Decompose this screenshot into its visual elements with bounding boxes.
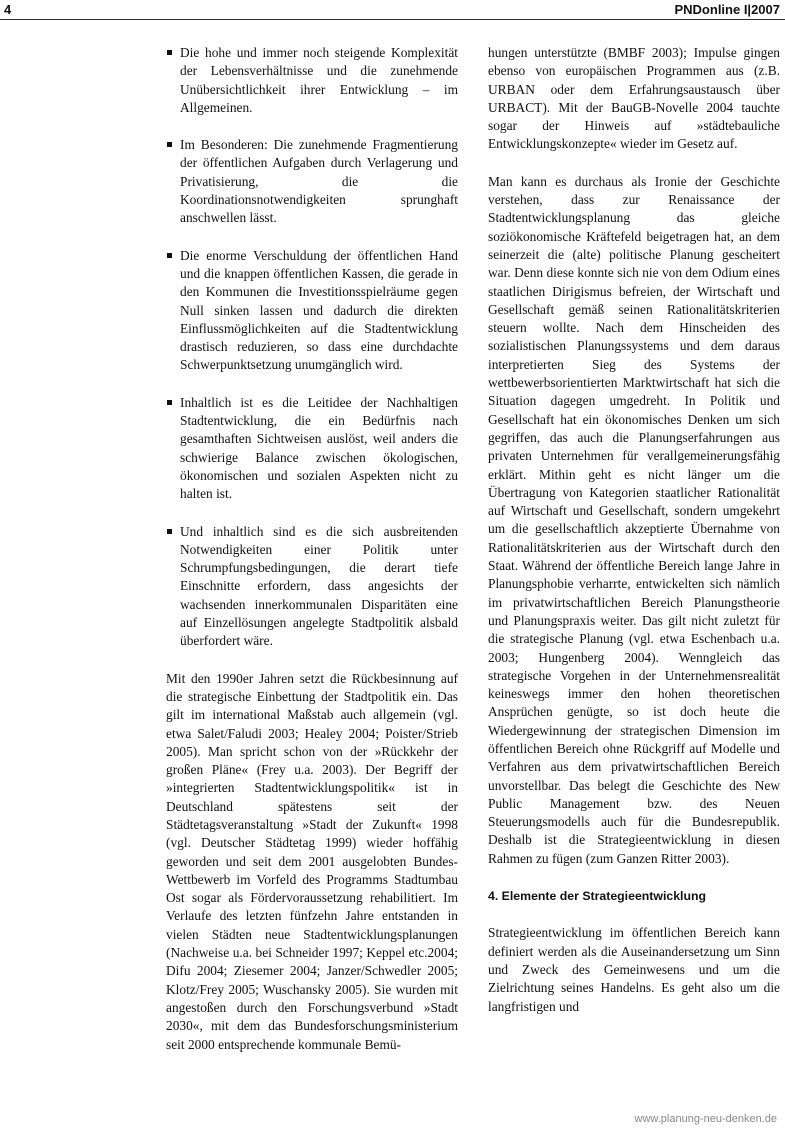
bullet-item-2: Im Besonderen: Die zunehmende Fragmentierung der öffentlichen Aufgaben durch Verlagerung und Privatisierung, die die Koordinationsnotwendigkeiten sprunghaft anschwellen lässt.: [166, 136, 458, 227]
page-number: 4: [4, 2, 12, 17]
journal-title: PNDonline I|2007: [674, 2, 780, 17]
right-column: [488, 44, 780, 1035]
body-paragraph-ironie: Man kann es durchaus als Ironie der Geschichte verstehen, dass zur Renaissance der Stadtentwicklungsplanung das gleiche soziökonomische Kräftefeld beigetragen hat, an dem seinerzeit die (alte) politische Planung gescheitert war. Denn diese konnte sich nie von dem Odium eines staatlichen Dirigismus befreien, der Wirtschaft und Gesellschaft gemäß seinen Rationalitätskriterien steuern wollte. Nach dem Hinscheiden des sozialistischen Planungssystems und dem daraus interpretierten Sieg des Systems der wettbewerbsorientierten Marktwirtschaft hat sich die Situation dagegen umgedreht. In Politik und Gesellschaft hat ein ökonomisches Denken um sich gegriffen, das auch die Planungserfahrungen aus privaten Unternehmen für verallgemeinerungsfähig erklärt. Mithin geht es nicht länger um die Übertragung von Kategorien staatlicher Rationalität auf Wirtschaft und Gesellschaft, sondern umgekehrt um die gesellschaftlich akzeptierte Übernahme von Rationalitätskriterien aus der Wirtschaft durch den Staat. Während der öffentliche Bereich lange Jahre in Planungsphobie verharrte, entwickelten sich nämlich im privatwirtschaftlichen Bereich Planungstheorie und Planungspraxis weiter. Das gilt nicht zuletzt für die strategische Planung (vgl. etwa Eschenbach u.a. 2003; Hungenberg 2004). Wenngleich das strategische Vorgehen in der Unternehmensrealität keineswegs immer den hohen theoretischen Ansprüchen genügte, so ist doch heute die Wiedergewinnung der strategischen Dimension im öffentlichen Bereich ohne Rückgriff auf Modelle und Verfahren aus dem privatwirtschaftlichen Bereich unvorstellbar. Das belegt die Geschichte des New Public Management bzw. des Neuen Steuerungsmodells auch für die Bundesrepublik. Deshalb ist die Strategieentwicklung in diesen Rahmen zu fügen (zum Ganzen Ritter 2003).: [488, 173, 780, 866]
bullet-item-5: Und inhaltlich sind es die sich ausbreitenden Notwendigkeiten einer Politik unter Schrumpfungsbedingungen, die derart tiefe Einschnitte erfordern, dass angesichts der wachsenden innerkommunalen Disparitäten eine auf Einzellösungen angelegte Stadtpolitik alsbald überfordert wäre.: [166, 523, 458, 651]
bullet-item-1: Die hohe und immer noch steigende Komplexität der Lebensverhältnisse und die zunehmende Unübersichtlichkeit ihrer Entwicklung – im Allgemeinen.: [166, 44, 458, 117]
bullet-item-3: Die enorme Verschuldung der öffentlichen Hand und die knappen öffentlichen Kassen, die gerade in den Kommunen die Investitionsspielräume gegen Null sinken lassen und dadurch die direkten Einflussmöglichkeiten auf die Stadtentwicklung drastisch reduzieren, so dass eine durchdachte Schwerpunktsetzung unumgänglich wird.: [166, 247, 458, 375]
section-heading: 4. Elemente der Strategieentwicklung: [488, 889, 706, 904]
body-paragraph-continuation: hungen unterstützte (BMBF 2003); Impulse gingen ebenso von europäischen Programmen aus (z.B. URBAN oder dem Erfahrungsaustausch über URBACT). Mit der BauGB-Novelle 2004 tauchte sogar der Hinweis auf »städtebauliche Entwicklungskonzepte« wieder im Gesetz auf.: [488, 45, 780, 152]
bullet-list: [166, 44, 458, 651]
body-paragraph-strategie: Strategieentwicklung im öffentlichen Bereich kann definiert werden als die Auseinandersetzung um Sinn und Zweck des Gemeinwesens und um die Zielrichtung seines Handelns. Es geht also um die langfristigen und: [488, 925, 780, 1014]
header-rule: [0, 19, 785, 20]
left-column: [166, 44, 458, 1073]
bullet-item-4: Inhaltlich ist es die Leitidee der Nachhaltigen Stadtentwicklung, die ein Bedürfnis nach gesamthaften Sichtweisen auslöst, weil anders die schwierige Balance zwischen ökologischen, ökonomischen und sozialen Aspekten nicht zu halten ist.: [166, 394, 458, 504]
body-paragraph-1990er: Mit den 1990er Jahren setzt die Rückbesinnung auf die strategische Einbettung der Stadtpolitik ein. Das gilt im international Maßstab auch allgemein (vgl. etwa Salet/Faludi 2003; Healey 2004; Poister/Strieb 2005). Man spricht schon von der »Rückkehr der großen Pläne« (Frey u.a. 2003). Der Begriff der »integrierten Stadtentwicklungspolitik« ist in Deutschland spätestens seit der Städtetagsveranstaltung »Stadt der Zukunft« 1998 (vgl. Deutscher Städtetag 1999) wieder hoffähig geworden und seit dem 2001 ausgelobten Bundes-Wettbewerb im Vorfeld des Programms Stadtumbau Ost sogar als Fördervoraussetzung rehabilitiert. Im Verlaufe des letzten fünfzehn Jahre entstanden in vielen Städten neue Stadtentwicklungsplanungen (Nachweise u.a. bei Schneider 1997; Keppel etc.2004; Difu 2004; Ziesemer 2004; Janzer/Schwedler 2005; Klotz/Frey 2005; Wuschansky 2005). Sie wurden mit angestoßen durch den Forschungsverbund »Stadt 2030«, mit dem das Bundesforschungsministerium seit 2000 entsprechende kommunale Bemü-: [166, 670, 458, 1052]
footer-url: www.planung-neu-denken.de: [634, 1113, 777, 1125]
